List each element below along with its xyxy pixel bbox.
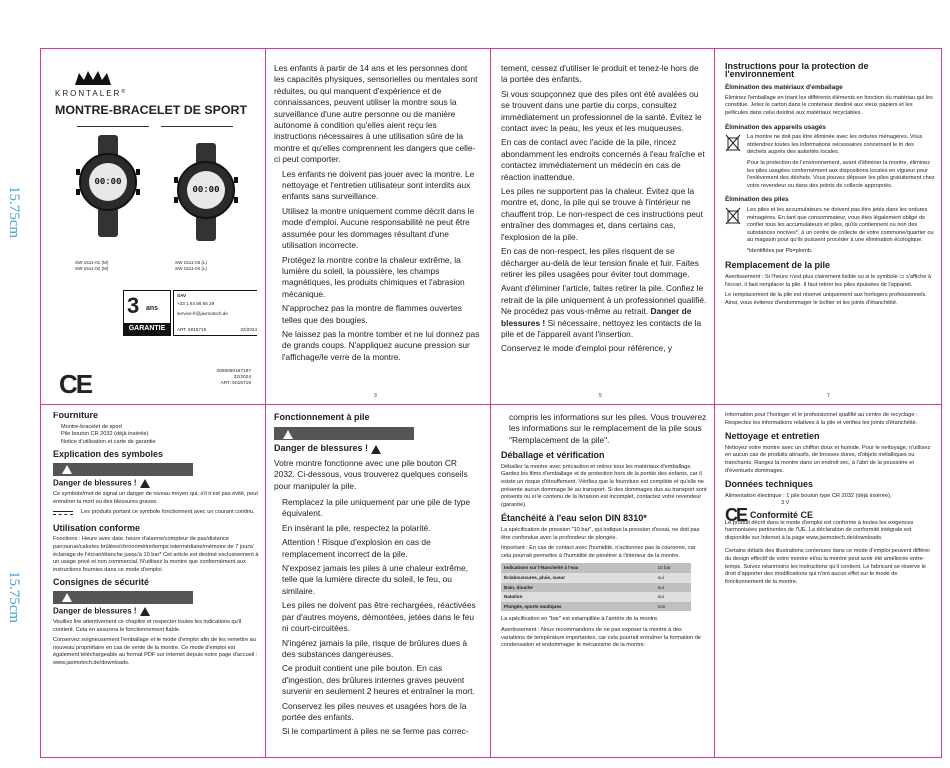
instruction-sheet [40, 48, 942, 758]
divider [161, 126, 233, 127]
warning-triangle-icon [283, 430, 293, 439]
table-row: Indications sur l'étanchéité à l'eau 10 bar [501, 563, 691, 573]
section-title: Fourniture [53, 412, 98, 420]
fold-line-horizontal [41, 404, 941, 405]
warning-bar [274, 427, 414, 440]
page-7-text: compris les informations sur les piles. Vous trouverez les informations sur le remplacement de la pile sous "Remplacement de la pile". Déballage et vérification Déballez la montre avec précaution et retirez tous les matériaux d'emballage. Gardez les films d'emballage et de protection hors de la portée des enfants, car il existe un risque d'étouffement. Vérifiez que la fourniture est complète et qu'elle ne présente aucun dommage lié au transport. Si des dommages dus au transport sont présents ou si le contenu de la livraison est incomplet, contactez votre revendeur (garantie). Étanchéité à l'eau selon DIN 8310* La spécification de pression "10 bar", qui indique la pression d'essai, ne doit pas être confondue avec la profondeur de plongée. Important : En cas de contact avec l'humidité, n'actionnez pas la couronne, car cela pourrait permettre à l'humidité de pénétrer à l'intérieur de la montre. Indications sur l'étanchéité à l'eau 10 bar Éclaboussures, pluie, sueur oui Bain, douche oui Natation oui Plongée, sports nautiques non La spécification en "bar" est estampillée à l'arrière de la montre. Avertissement : Nous recommandons de ne pas exposer la montre à des variations de température importantes, car cela pourrait entraîner la formation de condensation et endommager le mécanisme de la montre. [501, 412, 707, 649]
page-6-text: Fonctionnement à pile Danger de blessures ! Votre montre fonctionne avec une pile bouton CR 2032. Ci-dessous, vous trouverez quelques conseils pour manipuler la pile. Remplacez la pile uniquement par une pile de type équivalent. En insérant la pile, respectez la polarité. Attention ! Risque d'explosion en cas de remplacement incorrect de la pile. N'exposez jamais les piles à une chaleur extrême, telle que la lumière directe du soleil, le feu, ou similaire. Les piles ne doivent pas être rechargées, réactivées par d'autres moyens, démontées, jetées dans le feu ni court-circuitées. N'ingérez jamais la pile, risque de brûlures dues à des substances dangereuses. Ce produit contient une pile bouton. En cas d'ingestion, des brûlures internes graves peuvent survenir en seulement 2 heures et entraîner la mort. Conservez les piles neuves et usagées hors de la portée des enfants. Si le compartiment à piles ne se ferme pas correc- [274, 412, 480, 752]
ce-mark-icon: CE [725, 504, 747, 525]
crown-logo-icon [75, 71, 111, 90]
section-title: Nettoyage et entretien [725, 431, 820, 442]
brand-name: KRONTALER® [55, 89, 127, 98]
section-title: Remplacement de la pile [725, 260, 831, 271]
section-title: Fonctionnement à pile [274, 412, 370, 422]
page-3-text: tement, cessez d'utiliser le produit et tenez-le hors de la portée des enfants. Si vous soupçonnez que des piles ont été avalées ou se trouvent dans une partie du corps, consultez immédiatement un professionnel de la santé. Évitez le contact avec la peau, les yeux et les muqueuses. En cas de contact avec l'acide de la pile, rincez abondamment les endroits concernés à l'eau fraîche et contactez immédiatement un médecin en cas de réaction inattendue. Les piles ne supportent pas la chaleur. Évitez que la montre et, donc, la pile qui se trouve à l'intérieur ne chauffent trop. Le non-respect de ces instructions peut entraîner des dommages et, dans certains cas, l'explosion de la pile. En cas de non-respect, les piles risquent de se décharger au-delà de leur tension finale et fuir. Faites retirer les piles usagées pour éviter tout dommage. Avant d'éliminer l'article, faites retirer la pile. Confiez le retrait de la pile uniquement à un professionnel qualifié. Ne procédez pas vous-même au retrait. Danger de blessures ! Si nécessaire, nettoyez les contacts de la pile et de l'appareil avant l'insertion. Conservez le mode d'emploi pour référence, y [501, 63, 707, 354]
model-numbers-right: SW 1511-03 (L) SW 1511-04 (L) [175, 260, 208, 271]
phone-number: +33 1 84 86 65 29 [177, 301, 215, 306]
page-number: 3 [374, 393, 377, 399]
watch-illustration: 00:00 [79, 135, 137, 259]
section-title: Étanchéité à l'eau selon DIN 8310* [501, 513, 647, 524]
fold-line [490, 49, 491, 757]
warning-triangle-icon [62, 593, 72, 602]
section-title: Déballage et vérification [501, 450, 605, 461]
barcode-info: 2006050167197 32/2024 ART. 5016719 [216, 369, 251, 387]
watch-illustration: 00:00 [177, 143, 235, 261]
service-email: service-fr@jaxmotech.de [177, 311, 228, 316]
guarantee-badge: 3 ans GARANTIE [123, 290, 171, 336]
warning-triangle-icon [62, 465, 72, 474]
cover-panel [53, 63, 257, 399]
crossed-bin-icon [725, 134, 743, 160]
table-row: Natation oui [501, 592, 691, 602]
page-4-text: Instructions pour la protection de l'environnement Élimination des matériaux d'emballage Éliminez l'emballage en triant les différents éléments en fonction du matériau qui les constitue. Jetez le carton dans le conteneur destiné aux vieux papiers et les pellicules dans celui destiné aux matériaux recyclables. Élimination des appareils usagés La montre ne doit pas être éliminée avec les ordures ménagères. Vous obtiendrez toutes les informations nécessaires concernant le tri des déchets auprès des autorités locales. Pour la protection de l'environnement, avant d'éliminer la montre, éliminez les piles usagées conformément aux dispositions locales en vigueur pour l'enlèvement des déchets. Vous pouvez déposer les piles gratuitement chez votre revendeur ou dans des points de collecte appropriés. Élimination des piles Les piles et les accumulateurs ne doivent pas être jetés dans les ordures ménagères. En tant que consommateur, vous êtes légalement obligé de confier tous les accumulateurs et piles, qu'ils contiennent ou non des substances nocives*, à un centre de collecte de votre commune/quartier ou au magasin pour qu'ils puissent procéder à une élimination écologique. *identifiées par Pb=plomb. Remplacement de la pile Avertissement : Si l'heure n'est plus clairement lisible ou si le symbole ▭ s'affiche à l'écran, il faut remplacer la pile. Il faut retirer les piles épuisées de l'appareil. Le remplacement de la pile est réservé uniquement aux horlogers professionnels. Ainsi, vous éviterez d'endommager le boîtier et les joints d'étanchéité. [725, 63, 935, 306]
danger-label: Danger de blessures ! [53, 607, 259, 616]
ce-mark-icon: CE [59, 369, 92, 399]
table-row: Plongée, sports nautiques non [501, 602, 691, 612]
section-title: Explication des symboles [53, 449, 164, 460]
crossed-bin-icon [725, 207, 743, 259]
warning-bar [53, 463, 193, 476]
danger-label: Danger de blessures ! [53, 479, 259, 488]
side-measure-label: 15.75cm [6, 186, 22, 239]
fold-line [714, 49, 715, 757]
section-title: Utilisation conforme [53, 522, 141, 533]
divider [77, 126, 149, 127]
section-title: Données techniques [725, 479, 814, 490]
page-number: 5 [599, 393, 602, 399]
section-title: Conformité CE [750, 509, 814, 520]
warning-triangle-icon [140, 479, 150, 488]
fold-line [265, 49, 266, 757]
page-5-text: Fourniture Montre-bracelet de sport Pile bouton CR 2032 (déjà insérée) Notice d'utilisation et carte de garantie Explication des symboles Danger de blessures ! Ce symbole/mot de signal un danger de niveau moyen qui, s'il n'est pas évité, peut entraîner la mort ou des blessures graves. Les produits portant ce symbole fonctionnent avec un courant continu. Utilisation conforme Fonctions : Heure avec date, heure d'alarme/compteur de pas/distance parcourue/calories brûlées/chronomètre/temps intermédiaire/mémoire de 7 jours/éclairage de l'écran/étanche jusqu'à 10 bar* Cet article est destiné exclusivement à un usage privé et non commercial. N'utilisez la montre que conformément aux instructions fournies dans ce mode d'emploi. Consignes de sécurité Danger de blessures ! Veuillez lire attentivement ce chapitre et respecter toutes les indications qu'il contient. Cela en assurera le fonctionnement fiable. Conservez soigneusement l'emballage et le mode d'emploi afin de les remettre au nouveau propriétaire en cas de vente de la montre. Ce mode d'emploi est également téléchargeable au format PDF sur internet depuis notre page d'accueil : www.jaxmotech.de/downloads. [53, 412, 259, 666]
water-resistance-table [501, 563, 691, 611]
section-title: Instructions pour la protection de l'environnement [725, 63, 869, 79]
page-number: 7 [827, 393, 830, 399]
table-row: Éclaboussures, pluie, sueur oui [501, 573, 691, 583]
warning-triangle-icon [140, 607, 150, 616]
page-8-text: Information pour l'horloger et le professionnel qualifié au centre de recyclage : Respectez les informations relatives à la pile et vérifiez les joints d'étanchéité. Nettoyage et entretien Nettoyez votre montre avec un chiffon doux et humide. Pour le nettoyage, n'utilisez en aucun cas de produits abrasifs, de brosses dures, d'objets métalliques ou tranchants. Rangez la montre dans un endroit sec, à l'abri de la poussière et d'éventuels dommages. Données techniques Alimentation électrique : 1 pile bouton type CR 2032 (déjà insérée), 3 V CE Conformité CE Le produit décrit dans le mode d'emploi est conforme à toutes les exigences harmonisées pertinentes de l'UE. La déclaration de conformité intégrale est disponible sur Internet à la page www.jaxmotech.de/downloads. Certains détails des illustrations contenues dans ce mode d'emploi peuvent différer du design effectif de votre montre et/ou la montre peut avoir été améliorée entre-temps. Suivez néanmoins les instructions qu'il contient. Le fabricant se réserve le droit d'apporter des modifications qui n'ont aucun effet sur le mode de fonctionnement de la montre. [725, 412, 935, 752]
page-2-text: Les enfants à partir de 14 ans et les personnes dont les capacités physiques, sensorielles ou mentales sont réduites, ou qui manquent d'expérience et de connaissances, peuvent utiliser la montre sous la surveillance d'une autre personne ou de manière autonome à condition qu'elles aient reçu les instructions nécessaires à une utilisation sûre de la montre et qu'elles comprennent les dangers que celle-ci peut comporter. Les enfants ne doivent pas jouer avec la montre. Le nettoyage et l'entretien utilisateur sont interdits aux enfants sans surveillance. Utilisez la montre uniquement comme décrit dans le mode d'emploi. Aucune responsabilité ne peut être assumée pour les dommages résultant d'une utilisation incorrecte. Protégez la montre contre la chaleur extrême, la lumière du soleil, la poussière, les champs magnétiques, les produits chimiques et l'abrasion mécanique. N'approchez pas la montre de flammes ouvertes telles que des bougies. Ne laissez pas la montre tomber et ne lui donnez pas de grands coups. N'appliquez aucune pression sur l'affichage/le verre de la montre. [274, 63, 480, 362]
table-row: Bain, douche oui [501, 583, 691, 593]
product-title: MONTRE-BRACELET DE SPORT [55, 103, 248, 117]
section-title: Consignes de sécurité [53, 577, 150, 588]
side-measure-label: 15.75cm [6, 571, 22, 624]
warning-triangle-icon [371, 445, 381, 454]
danger-label: Danger de blessures ! [274, 443, 480, 454]
warning-bar [53, 591, 193, 604]
sav-contact-box: SAV +33 1 84 86 65 29 service-fr@jaxmotech.de ART. 5016719 32/2024 [173, 290, 257, 336]
dc-current-icon [53, 509, 75, 515]
model-numbers-left: SW 1511-01 (M) SW 1511-02 (M) [75, 260, 109, 271]
